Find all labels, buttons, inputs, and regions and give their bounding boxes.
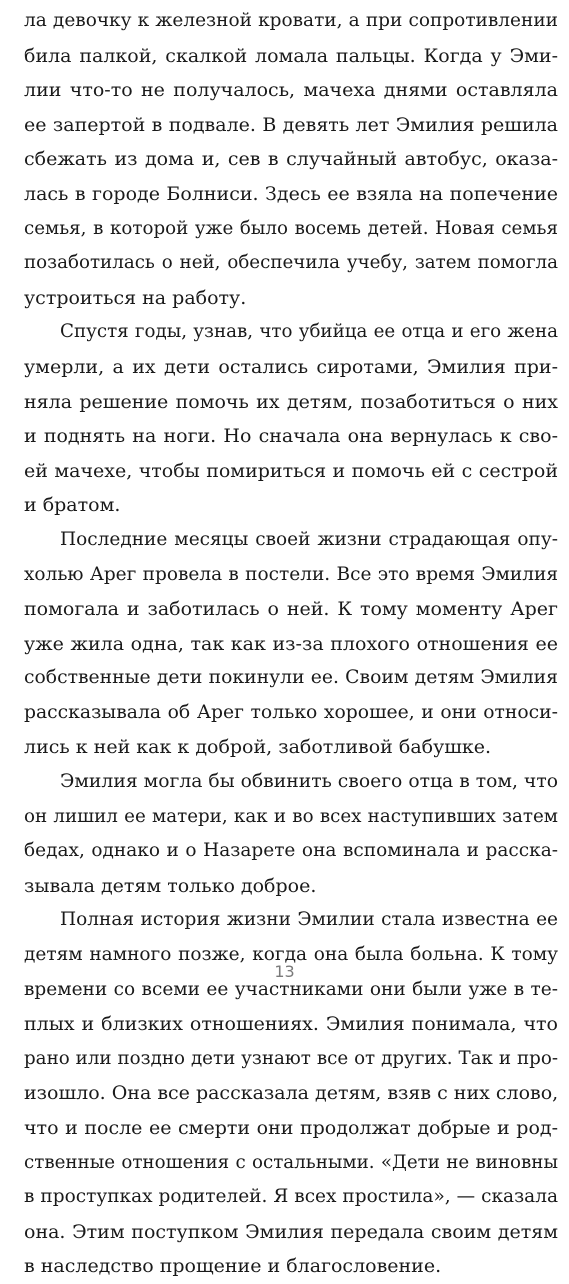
text-line: и братом. bbox=[24, 494, 121, 517]
text-line: сбежать из дома и, сев в случайный автобус, оказа- bbox=[24, 148, 558, 171]
paragraph bbox=[24, 903, 558, 1284]
text-line: Последние месяцы своей жизни страдающая опу- bbox=[60, 528, 558, 550]
text-line: била палкой, скалкой ломала пальцы. Когда у Эми- bbox=[24, 44, 558, 67]
text-line: зывала детям только доброе. bbox=[24, 874, 317, 897]
text-line: рассказывала об Арег только хорошее, и они относи- bbox=[24, 701, 558, 723]
text-line: изошло. Она все рассказала детям, взяв с них слово, bbox=[24, 1082, 558, 1105]
text-line: лии что-то не получалось, мачеха днями оставляла bbox=[24, 79, 558, 102]
text-line: рано или поздно дети узнают все от других. Так и про- bbox=[24, 1047, 558, 1069]
text-line: собственные дети покинули ее. Своим детям Эмилия bbox=[24, 667, 558, 689]
text-line: помогала и заботилась о ней. К тому моменту Арег bbox=[24, 598, 558, 621]
text-line: ла девочку к железной кровати, а при сопротивлении bbox=[24, 10, 558, 31]
text-line: умерли, а их дети остались сиротами, Эмилия при- bbox=[24, 355, 558, 378]
page-number: 13 bbox=[274, 962, 295, 981]
text-line: в проступках родителей. Я всех простила», — сказала bbox=[24, 1186, 558, 1208]
text-line: няла решение помочь их детям, позаботиться о них bbox=[24, 390, 558, 413]
text-line: уже жила одна, так как из-за плохого отношения ее bbox=[24, 632, 558, 655]
paragraph bbox=[24, 315, 558, 523]
text-line: он лишил ее матери, как и во всех наступивших затем bbox=[24, 805, 558, 827]
text-line: Полная история жизни Эмилии стала известна ее bbox=[60, 909, 558, 931]
text-line: семья, в которой уже было восемь детей. Новая семья bbox=[24, 217, 558, 239]
text-line: ственные отношения с остальными. «Дети не виновны bbox=[24, 1151, 558, 1173]
text-line: бедах, однако и о Назарете она вспоминала и расска- bbox=[24, 840, 558, 862]
text-line: времени со всеми ее участниками они были уже в те- bbox=[24, 978, 558, 1000]
text-line: и поднять на ноги. Но сначала она вернулась к сво- bbox=[24, 425, 558, 448]
text-line: ей мачехе, чтобы помириться и помочь ей с сестрой bbox=[24, 459, 558, 482]
text-line: в наследство прощение и благословение. bbox=[24, 1255, 442, 1278]
text-line: Спустя годы, узнав, что убийца ее отца и его жена bbox=[60, 321, 558, 343]
paragraph bbox=[24, 765, 558, 903]
text-line: холью Арег провела в постели. Все это время Эмилия bbox=[24, 563, 558, 585]
text-line: Эмилия могла бы обвинить своего отца в том, что bbox=[60, 771, 558, 793]
paragraph bbox=[24, 4, 558, 315]
text-line: позаботилась о ней, обеспечила учебу, затем помогла bbox=[24, 252, 558, 274]
text-line: лись к ней как к доброй, заботливой бабушке. bbox=[24, 736, 492, 759]
text-line: что и после ее смерти они продолжат добрые и род- bbox=[24, 1117, 558, 1139]
text-line: лась в городе Болниси. Здесь ее взяла на попечение bbox=[24, 182, 558, 205]
text-line: она. Этим поступком Эмилия передала своим детям bbox=[24, 1220, 558, 1243]
text-line: плых и близких отношениях. Эмилия понимала, что bbox=[24, 1013, 558, 1036]
text-line: детям намного позже, когда она была больна. К тому bbox=[24, 944, 558, 966]
body-text bbox=[24, 4, 558, 1284]
text-line: ее запертой в подвале. В девять лет Эмилия решила bbox=[24, 113, 558, 136]
paragraph bbox=[24, 523, 558, 765]
text-line: устроиться на работу. bbox=[24, 286, 247, 309]
